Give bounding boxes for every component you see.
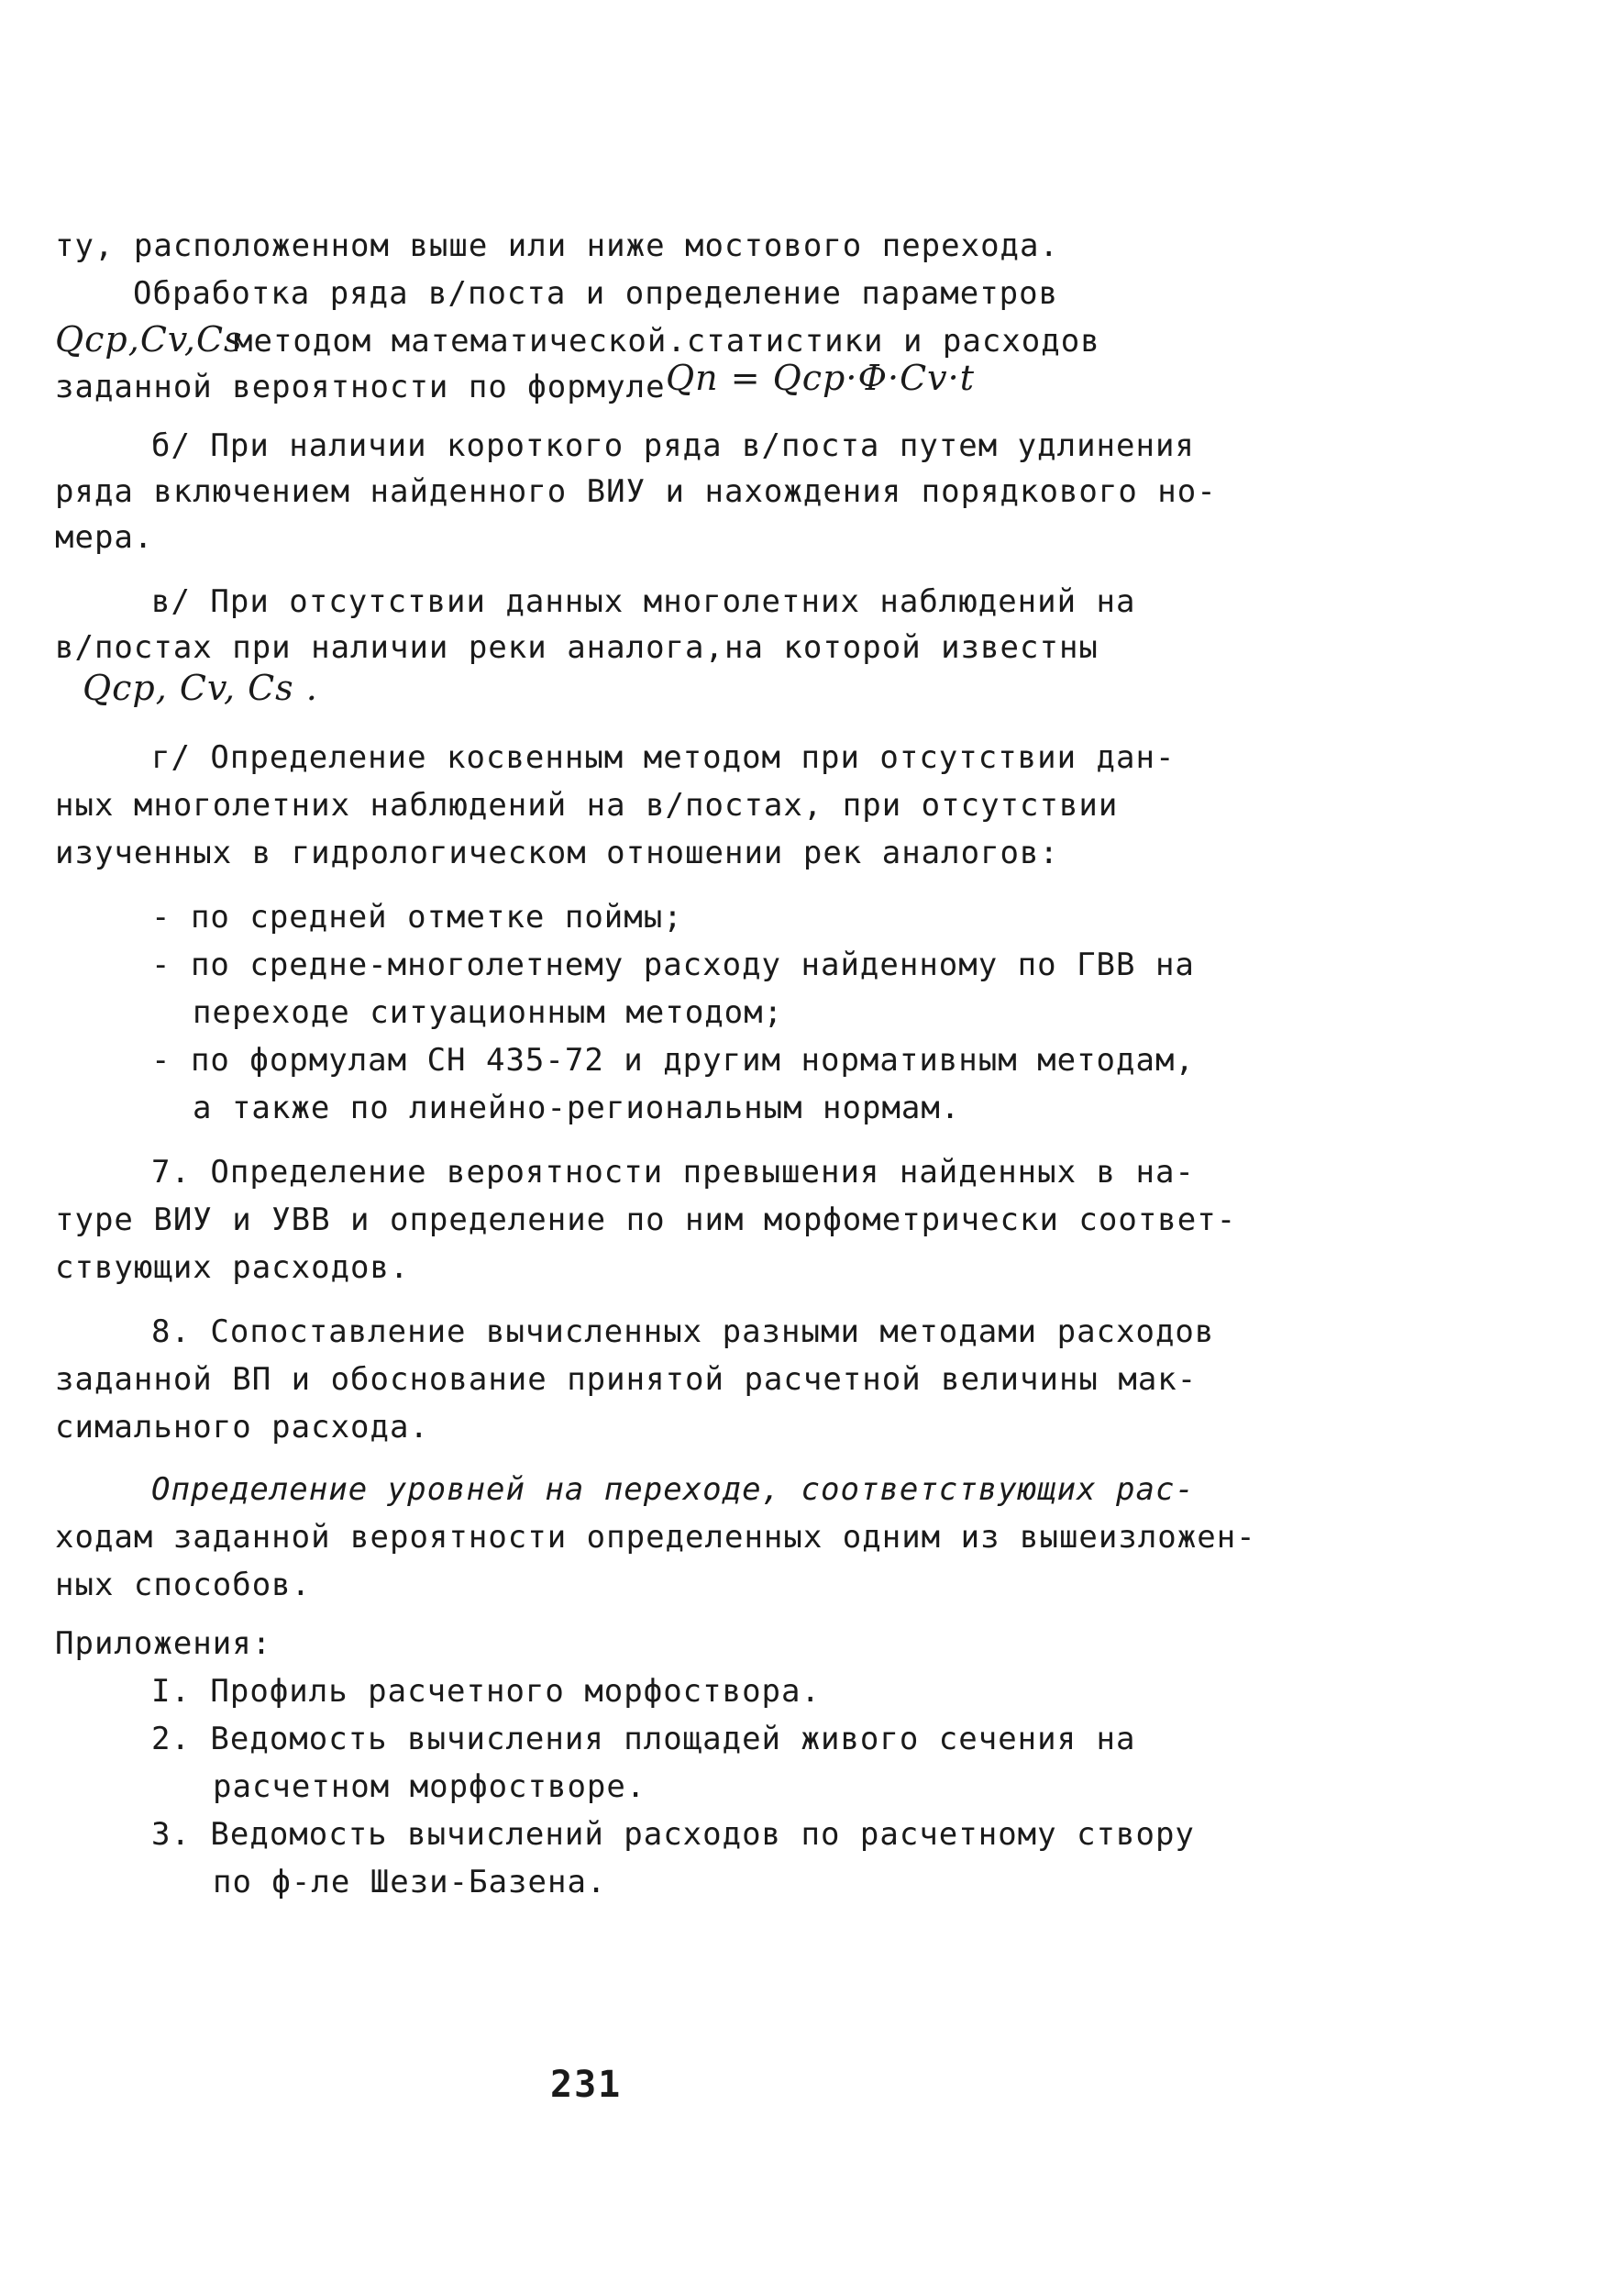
list-item-continuation: переходе ситуационным методом; <box>193 994 784 1031</box>
text-line: Обработка ряда в/поста и определение параметров <box>133 275 1059 312</box>
text-line: 7. Определение вероятности превышения найденных в на- <box>151 1154 1195 1191</box>
text-line: ходам заданной вероятности определенных одним из вышеизложен- <box>55 1519 1256 1556</box>
list-item: - по средне-многолетнему расходу найденному по ГВВ на <box>151 947 1195 983</box>
text-line: б/ При наличии короткого ряда в/поста путем удлинения <box>151 427 1195 464</box>
text-line: ных способов. <box>55 1567 312 1603</box>
text-line: туре ВИУ и УВВ и определение по ним морфометрически соответ- <box>55 1202 1237 1238</box>
text-line: г/ Определение косвенным методом при отсутствии дан- <box>151 739 1176 776</box>
appendix-item-continuation: по ф-ле Шези-Базена. <box>213 1864 607 1900</box>
appendix-heading: Приложения: <box>55 1625 272 1662</box>
text-line: в/ При отсутствии данных многолетних наблюдений на <box>151 583 1136 620</box>
text-line: в/постах при наличии реки аналога,на которой известны <box>55 629 1099 666</box>
text-line: ту, расположенном выше или ниже мостового перехода. <box>55 227 1059 264</box>
appendix-item: 2. Ведомость вычисления площадей живого сечения на <box>151 1721 1136 1757</box>
appendix-item: 3. Ведомость вычислений расходов по расчетному створу <box>151 1816 1195 1853</box>
list-item: - по формулам СН 435-72 и другим нормативным методам, <box>151 1042 1195 1079</box>
formula-main: Qп = Qср·Ф·Cv·t <box>666 358 975 398</box>
list-item-continuation: а также по линейно-региональным нормам. <box>193 1090 961 1126</box>
text-line: изученных в гидрологическом отношении рек аналогов: <box>55 835 1059 871</box>
text-line: ряда включением найденного ВИУ и нахождения порядкового но- <box>55 473 1217 510</box>
text-line: симального расхода. <box>55 1409 429 1446</box>
text-line: ствующих расходов. <box>55 1249 410 1286</box>
list-item: - по средней отметке поймы; <box>151 899 683 936</box>
appendix-item: I. Профиль расчетного морфоствора. <box>151 1673 821 1710</box>
text-line: мера. <box>55 519 154 556</box>
formula-analog: Qср, Cv, Cs . <box>83 668 318 708</box>
page-number: 231 <box>550 2064 623 2106</box>
appendix-item-continuation: расчетном морфостворе. <box>213 1768 646 1805</box>
text-line: методом математической.статистики и расходов <box>234 323 1100 360</box>
text-line: заданной ВП и обоснование принятой расчетной величины мак- <box>55 1361 1198 1398</box>
formula-params: Qср,Cv,Cs <box>55 319 243 360</box>
text-line: ных многолетних наблюдений на в/постах, при отсутствии <box>55 787 1119 824</box>
text-line: 8. Сопоставление вычисленных разными методами расходов <box>151 1313 1215 1350</box>
text-line: заданной вероятности по формуле <box>55 369 666 405</box>
text-line: Определение уровней на переходе, соответствующих рас- <box>151 1471 1195 1508</box>
